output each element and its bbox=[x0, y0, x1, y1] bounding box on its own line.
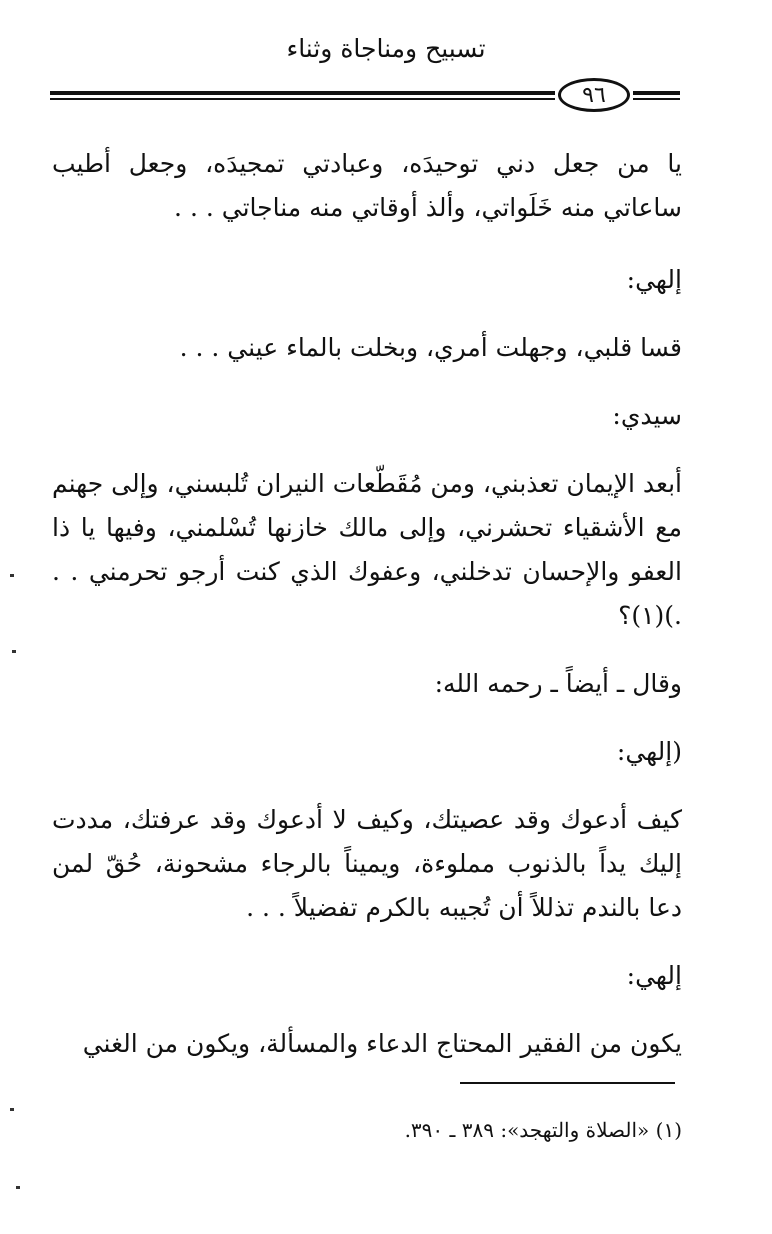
paragraph: وقال ـ أيضاً ـ رحمه الله: bbox=[434, 669, 682, 698]
header-rule-right-thin bbox=[633, 98, 680, 100]
running-title: تسبيح ومناجاة وثناء bbox=[286, 34, 486, 63]
header-rule-left-thin bbox=[50, 98, 555, 100]
scan-speck bbox=[10, 1108, 14, 1111]
page-number: ٩٦ bbox=[582, 82, 606, 108]
page-number-oval bbox=[558, 78, 630, 112]
header-rule bbox=[50, 76, 680, 116]
footnote-separator bbox=[460, 1082, 675, 1084]
heading-sayyidi: سيدي: bbox=[612, 401, 682, 430]
header-rule-right-thick bbox=[633, 91, 680, 95]
footnote: (١) «الصلاة والتهجد»: ٣٨٩ ـ ٣٩٠. bbox=[404, 1118, 682, 1142]
paragraph: يكون من الفقير المحتاج الدعاء والمسألة، ويكون من الغني bbox=[82, 1029, 682, 1058]
scan-speck bbox=[12, 650, 16, 653]
paragraph: يا من جعل دني توحيدَه، وعبادتي تمجيدَه، وجعل أطيب ساعاتي منه خَلَواتي، وألذ أوقاتي منه مناجاتي . . . bbox=[52, 149, 682, 222]
scan-speck bbox=[16, 1186, 20, 1189]
header-rule-left-thick bbox=[50, 91, 555, 95]
heading-ilahi: (إلهي: bbox=[616, 737, 682, 766]
paragraph: قسا قلبي، وجهلت أمري، وبخلت بالماء عيني . . . bbox=[179, 333, 682, 362]
body-text bbox=[52, 142, 682, 1066]
scan-speck bbox=[10, 574, 14, 577]
paragraph: أبعد الإيمان تعذبني، ومن مُقَطّعات النيران تُلبسني، وإلى جهنم مع الأشقياء تحشرني، وإلى مالك خازنها تُسْلمني، وفيها يا ذا العفو والإحسان تدخلني، وعفوك الذي كنت أرجو تحرمني . . .)(١)؟ bbox=[52, 469, 682, 630]
heading-ilahi: إلهي: bbox=[626, 961, 682, 990]
heading-ilahi: إلهي: bbox=[626, 265, 682, 294]
paragraph: كيف أدعوك وقد عصيتك، وكيف لا أدعوك وقد عرفتك، مددت إليك يداً بالذنوب مملوءة، ويميناً بالرجاء مشحونة، حُقّ لمن دعا بالندم تذللاً أن تُجيبه بالكرم تفضيلاً . . . bbox=[52, 805, 682, 922]
